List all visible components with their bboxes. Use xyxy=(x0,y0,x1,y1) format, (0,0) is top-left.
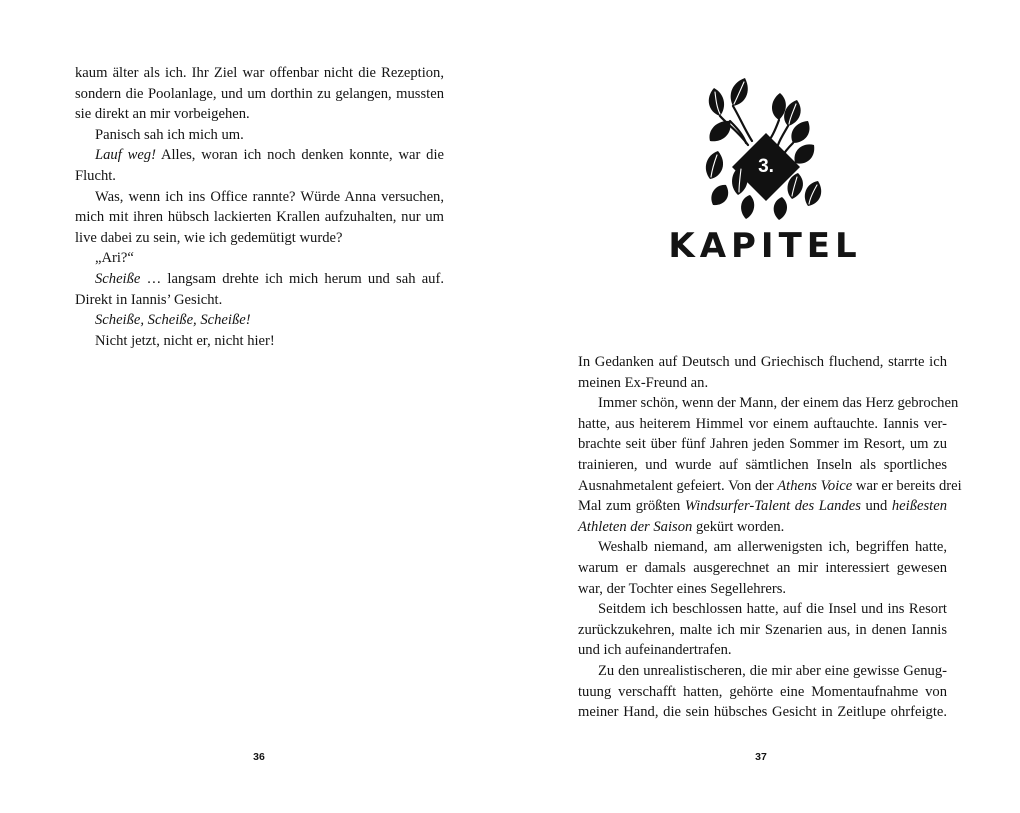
text-segment: und ich aufeinandertrafen. xyxy=(578,642,732,659)
text-segment: war, der Tochter eines Segellehrers. xyxy=(578,580,787,597)
left-page-text xyxy=(75,63,444,351)
text-line xyxy=(75,310,444,331)
text-line xyxy=(578,455,947,476)
text-line xyxy=(578,682,947,703)
text-line xyxy=(578,352,947,373)
bougainvillea-flower-icon xyxy=(700,73,830,223)
italic-text: Scheiße, Scheiße, Scheiße! xyxy=(95,312,251,329)
text-line xyxy=(578,702,947,723)
text-line xyxy=(75,145,444,166)
page-number-right: 37 xyxy=(755,751,767,763)
text-segment: live dabei zu sein, wie ich gedemütigt wurde? xyxy=(75,229,343,246)
italic-text: heißesten xyxy=(891,498,947,515)
page-number-left: 36 xyxy=(253,751,265,763)
text-line xyxy=(578,599,947,620)
text-line xyxy=(75,269,444,290)
text-line xyxy=(75,248,444,269)
text-line xyxy=(75,331,444,352)
text-segment: mich mit ihren hübsch lackierten Krallen aufzuhalten, nur um xyxy=(75,209,444,226)
text-line xyxy=(578,414,947,435)
text-segment: sie direkt an mir vorbeigehen. xyxy=(75,106,250,123)
right-page-text xyxy=(578,352,962,723)
text-segment: trainieren, und wurde auf sämtlichen Inseln als sportliches xyxy=(578,456,947,473)
italic-text: Lauf weg! xyxy=(95,147,156,164)
text-segment: Direkt in Iannis’ Gesicht. xyxy=(75,291,223,308)
text-segment: Ausnahmetalent gefeiert. Von der xyxy=(578,477,778,494)
text-line xyxy=(578,476,962,497)
text-line xyxy=(578,434,947,455)
text-line xyxy=(75,104,444,125)
text-line xyxy=(578,537,947,558)
italic-text: Windsurfer-Talent des Landes xyxy=(684,498,861,515)
text-line xyxy=(75,290,444,311)
text-line xyxy=(75,228,444,249)
text-segment: tuung verschafft hatten, gehörte eine Momentaufnahme von xyxy=(578,683,947,700)
text-segment: brachte seit über fünf Jahren jeden Sommer im Resort, um zu xyxy=(578,436,947,453)
text-segment: Immer schön, wenn der Mann, der einem das Herz gebrochen xyxy=(598,395,959,412)
text-segment: Zu den unrealistischeren, die mir aber eine gewisse Genug- xyxy=(598,662,947,679)
text-line xyxy=(75,63,444,84)
text-segment: warum er damals ausgerechnet an mir interessiert gewesen xyxy=(578,559,947,576)
text-segment: Panisch sah ich mich um. xyxy=(95,126,244,143)
italic-text: Scheiße xyxy=(95,270,141,287)
chapter-heading: KAPITEL xyxy=(668,226,862,266)
text-line xyxy=(75,84,444,105)
text-segment: … langsam drehte ich mich herum und sah auf. xyxy=(140,270,444,287)
text-segment: Mal zum größten xyxy=(578,498,685,515)
text-segment: Flucht. xyxy=(75,167,116,184)
text-segment: kaum älter als ich. Ihr Ziel war offenbar nicht die Rezeption, xyxy=(75,65,444,81)
text-line xyxy=(578,579,947,600)
text-segment: und xyxy=(860,498,892,515)
text-segment: „Ari?“ xyxy=(95,250,134,267)
text-line xyxy=(75,125,444,146)
text-line xyxy=(578,393,959,414)
text-line xyxy=(578,373,947,394)
text-segment: gekürt worden. xyxy=(692,518,785,535)
text-segment: meinen Ex-Freund an. xyxy=(578,374,709,391)
text-segment: Seitdem ich beschlossen hatte, auf die Insel und ins Resort xyxy=(598,601,947,618)
text-line xyxy=(578,661,947,682)
chapter-number: 3. xyxy=(758,156,774,177)
right-page xyxy=(510,0,1020,813)
text-segment: Nicht jetzt, nicht er, nicht hier! xyxy=(95,332,275,349)
text-segment: sondern die Poolanlage, und um dorthin zu gelangen, mussten xyxy=(75,85,444,102)
italic-text: Athens Voice xyxy=(777,477,853,494)
text-segment: Alles, woran ich noch denken konnte, war die xyxy=(155,147,445,164)
text-line xyxy=(578,517,947,538)
text-line xyxy=(75,166,444,187)
text-segment: Weshalb niemand, am allerwenigsten ich, begriffen hatte, xyxy=(598,539,947,556)
text-segment: zurückzukehren, malte ich mir Szenarien aus, in denen Iannis xyxy=(578,621,947,638)
text-segment: In Gedanken auf Deutsch und Griechisch fluchend, starrte ich xyxy=(578,354,947,370)
text-line xyxy=(578,496,947,517)
text-segment: war er bereits drei xyxy=(852,477,962,494)
text-line xyxy=(578,558,947,579)
text-segment: hatte, aus heiterem Himmel vor einem auftauchte. Iannis ver- xyxy=(578,415,947,432)
text-line xyxy=(75,207,444,228)
text-line xyxy=(578,620,947,641)
text-line xyxy=(578,640,947,661)
text-line xyxy=(75,187,444,208)
italic-text: Athleten der Saison xyxy=(578,518,693,535)
text-segment: Was, wenn ich ins Office rannte? Würde Anna versuchen, xyxy=(95,188,444,205)
text-segment: meiner Hand, die sein hübsches Gesicht in Zeitlupe ohrfeigte. xyxy=(578,704,947,721)
